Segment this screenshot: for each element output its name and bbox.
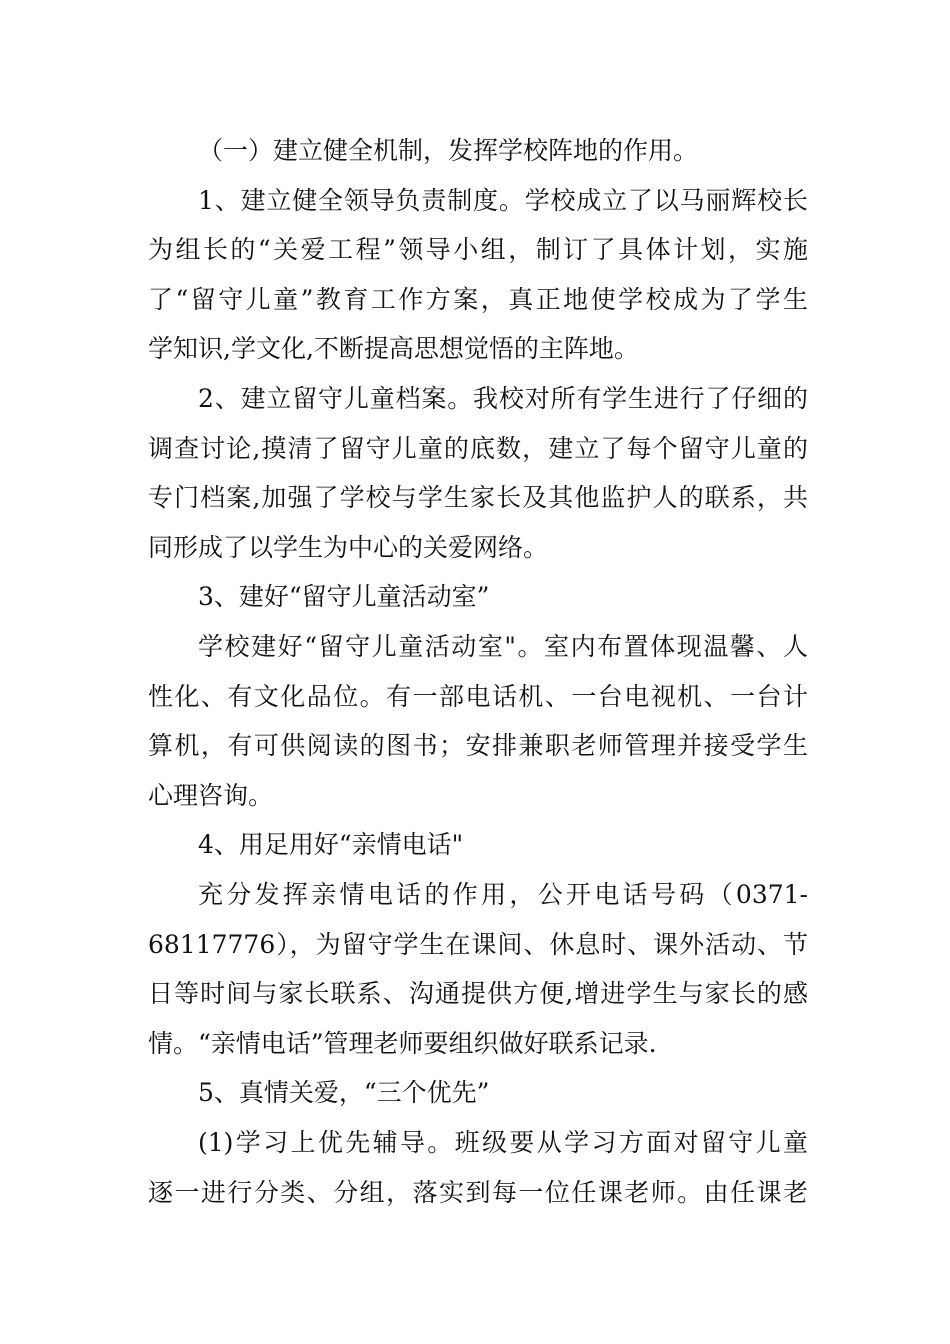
paragraph-line: 学校建好“留守儿童活动室"。室内布置体现温馨、人 [198,632,808,661]
paragraph-line: 算机，有可供阅读的图书；安排兼职老师管理并接受学生 [148,731,808,760]
paragraph-line: 同形成了以学生为中心的关爱网络。 [148,533,549,562]
paragraph-line: 逐一进行分类、分组，落实到每一位任课老师。由任课老 [148,1178,808,1207]
paragraph-line: 68117776），为留守学生在课间、休息时、课外活动、节 [148,930,808,959]
paragraph-line: 情。“亲情电话”管理老师要组织做好联系记录. [148,1029,657,1058]
paragraph-line: 了“留守儿童”教育工作方案，真正地使学校成为了学生 [148,285,808,314]
paragraph-line: 心理咨询。 [148,781,274,810]
subheading-line: 4、用足用好“亲情电话" [198,830,464,859]
paragraph-line: 充分发挥亲情电话的作用，公开电话号码（0371- [198,880,808,909]
paragraph-line: 学知识,学文化,不断提高思想觉悟的主阵地。 [148,334,639,363]
paragraph-line: 日等时间与家长联系、沟通提供方便,增进学生与家长的感 [148,979,808,1008]
paragraph-line: 为组长的“关爱工程”领导小组，制订了具体计划，实施 [148,235,808,264]
paragraph-line: 2、建立留守儿童档案。我校对所有学生进行了仔细的 [198,384,808,413]
paragraph-line: 专门档案,加强了学校与学生家长及其他监护人的联系，共 [148,483,808,512]
subheading-line: 5、真情关爱，“三个优先” [198,1078,490,1107]
paragraph-line: 性化、有文化品位。有一部电话机、一台电视机、一台计 [148,682,808,711]
subheading-line: 3、建好“留守儿童活动室” [198,582,490,611]
paragraph-line: 1、建立健全领导负责制度。学校成立了以马丽辉校长 [198,186,808,215]
paragraph-line: (1)学习上优先辅导。班级要从学习方面对留守儿童 [198,1128,808,1157]
section-heading: （一）建立健全机制，发挥学校阵地的作用。 [198,136,699,165]
paragraph-line: 调查讨论,摸清了留守儿童的底数，建立了每个留守儿童的 [148,434,808,463]
